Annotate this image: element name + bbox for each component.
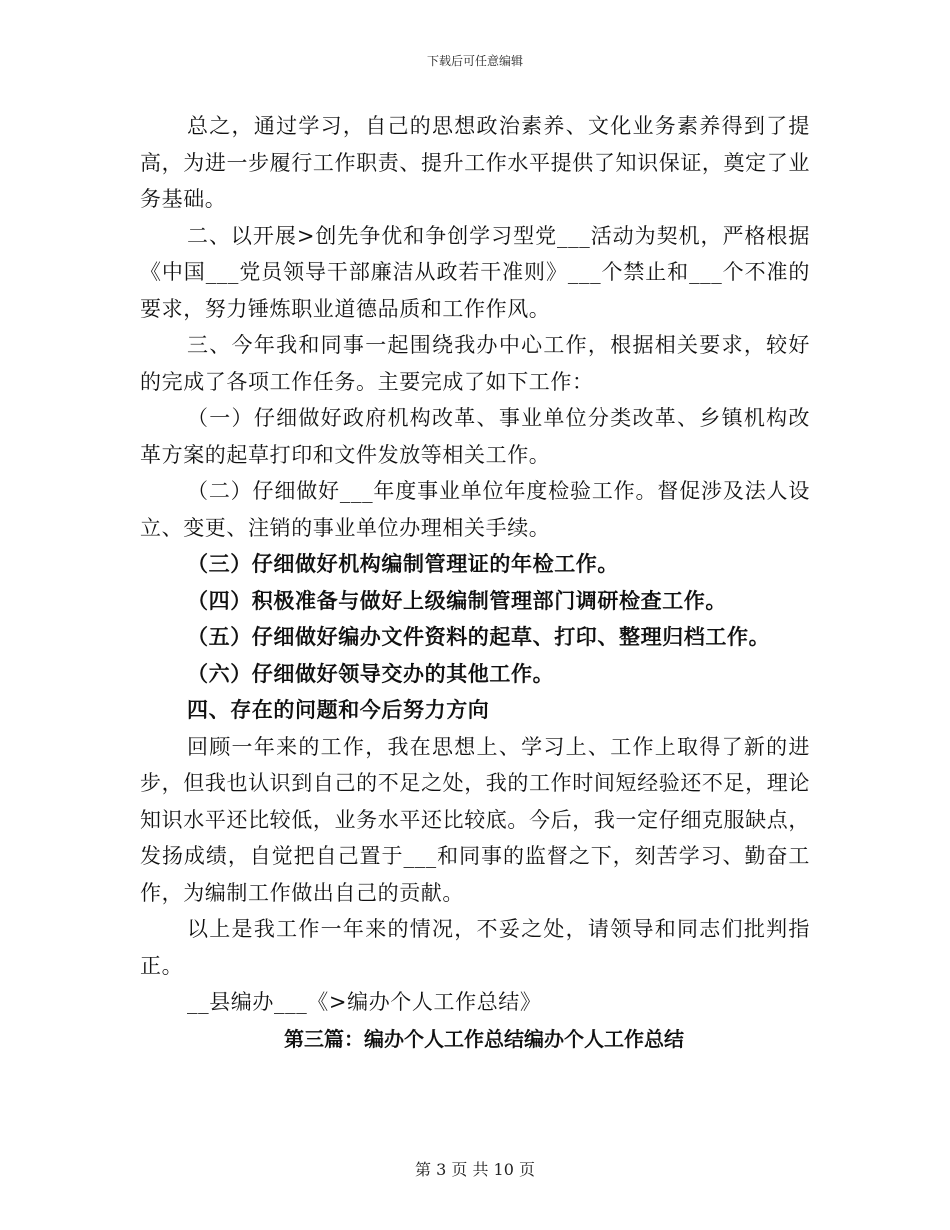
paragraph-summary: 总之，通过学习，自己的思想政治素养、文化业务素养得到了提高，为进一步履行工作职责、提升工作水平提供了知识保证，奠定了业务基础。 — [140, 114, 810, 211]
section-title: 第三篇：编办个人工作总结编办个人工作总结 — [284, 1026, 684, 1051]
paragraph-section-three: 三、今年我和同事一起围绕我办中心工作，根据相关要求，较好的完成了各项工作任务。主要完成了如下工作： — [140, 333, 810, 394]
paragraph-signature: __县编办___《>编办个人工作总结》 — [187, 990, 542, 1014]
section-four-heading: 四、存在的问题和今后努力方向 — [187, 697, 490, 722]
list-item-five: （五）仔细做好编办文件资料的起草、打印、整理归档工作。 — [187, 624, 771, 649]
document-body — [140, 108, 810, 1057]
list-item-six: （六）仔细做好领导交办的其他工作。 — [187, 660, 555, 686]
list-item-one: （一）仔细做好政府机构改革、事业单位分类改革、乡镇机构改革方案的起草打印和文件发放等相关工作。 — [140, 406, 810, 467]
paragraph-closing: 以上是我工作一年来的情况，不妥之处，请领导和同志们批判指正。 — [140, 917, 810, 978]
paragraph-review: 回顾一年来的工作，我在思想上、学习上、工作上取得了新的进步，但我也认识到自己的不足之处，我的工作时间短经验还不足，理论知识水平还比较低，业务水平还比较底。今后，我一定仔细克服缺点，发扬成绩，自觉把自己置于___和同事的监督之下，刻苦学习、勤奋工作，为编制工作做出自己的贡献。 — [140, 734, 810, 905]
paragraph-section-two: 二、以开展>创先争优和争创学习型党___活动为契机，严格根据《中国___党员领导干部廉洁从政若干准则》___个禁止和___个不准的要求，努力锤炼职业道德品质和工作作风。 — [140, 223, 810, 321]
page-number: 第 3 页 共 10 页 — [415, 1160, 535, 1179]
list-item-four: （四）积极准备与做好上级编制管理部门调研检查工作。 — [187, 587, 727, 613]
list-item-three: （三）仔细做好机构编制管理证的年检工作。 — [187, 551, 619, 576]
list-item-two: （二）仔细做好___年度事业单位年度检验工作。督促涉及法人设立、变更、注销的事业单位办理相关手续。 — [140, 479, 810, 540]
page-header: 下载后可任意编辑 — [426, 54, 523, 68]
